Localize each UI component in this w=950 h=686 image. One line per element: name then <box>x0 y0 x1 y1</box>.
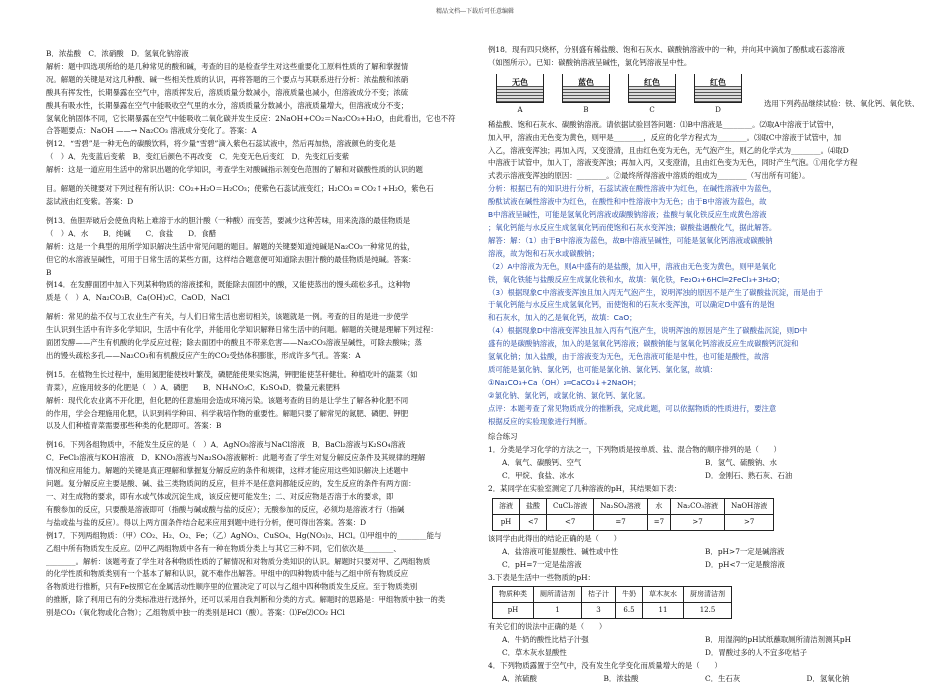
text-line: 面团发酵——产生有机酸的化学反应过程；除去面团中的酸且不带来危害——Na₂CO₃溶液呈碱性，可除去酸味；蒸 <box>46 338 422 348</box>
text-line: 解析：常见的盐不仅与工农业生产有关，与人们日常生活也密切相关，该题就是一例。考查的目的是进一步使学 <box>46 312 409 322</box>
table-cell: 1 <box>534 603 582 619</box>
text-line: 别是CO₂（氧化物或化合物）；乙组物质中独一的类别是HCl（酸）。答案：⑴Fe⑵CO₂ HCl <box>46 608 345 618</box>
practice-q1: 1．分类是学习化学的方法之一，下列物质是按单质、盐、混合物的顺序排列的是（ ） <box>488 445 781 455</box>
option: B．氢气、硫酸钠、水 <box>705 458 777 468</box>
practice-q2: 2．某同学在实验室测定了几种溶液的pH，其结果如下表： <box>488 484 682 494</box>
table-cell: 6.5 <box>616 603 643 619</box>
beaker-letter: D <box>715 105 721 114</box>
text-line: 加入甲，溶液由无色变为黄色，则甲是________，反应的化学方程式为________。⑶取C中溶液于试管中，加 <box>488 132 842 142</box>
analysis-line: 根据反应的实验现象进行判断。 <box>488 416 592 426</box>
analysis-line: （3）根据现象C中溶液变浑浊且加入丙无气泡产生，说明浑浊的原因不是产生了碳酸盐沉淀，而是由于 <box>488 287 824 297</box>
analysis-line: B中溶液呈碱性，可能是氢氧化钙溶液或碳酸钠溶液；盐酸与氧化铁反应生成黄色溶液 <box>488 210 767 220</box>
beaker <box>628 74 676 117</box>
text-line: 的作用，学会合理施用化肥，认识到科学种田、科学栽培作物的重要性。解题只要了解常见的氮肥、磷肥、钾肥 <box>46 408 409 418</box>
text-line: 况。解题的关键是对这几种酸、碱一些相关性质的认识，再将答题的三个要点与其联系进行分析：浓盐酸和浓硝 <box>46 74 409 84</box>
practice-q3-options <box>488 634 908 660</box>
table-cell: 11 <box>643 603 684 619</box>
text-line: 例16．下列各组物质中，不能发生反应的是（ ）A．AgNO₃溶液与NaCl溶液 B．BaCl₂溶液与K₂SO₄溶液 <box>46 440 406 450</box>
analysis-line: 解答：解：（1）由于B中溶液为蓝色，故B中溶液呈碱性，可能是氢氧化钙溶液或碳酸钠 <box>488 235 773 245</box>
text-line: 例12．“雪碧”是一种无色的碳酸饮料，将少量“雪碧”滴入紫色石蕊试液中，然后再加热，溶液颜色的变化是 <box>46 139 396 149</box>
example-18-intro <box>488 44 908 70</box>
table-row <box>493 514 774 530</box>
option: D．金刚石、熟石灰、石油 <box>705 471 793 481</box>
beaker-color-label: 蓝色 <box>578 77 594 87</box>
table-cell: 桔子汁 <box>582 587 616 603</box>
option: C．生石灰 <box>705 673 741 683</box>
right-column <box>488 44 920 686</box>
table-cell: 厨房清洁剂 <box>684 587 732 603</box>
text-line: 问题。复分解反应主要是酸、碱、盐三类物质间的反应，但并不是任意间都能反应的，发生反应的条件有两方面： <box>46 479 416 489</box>
table-cell: =7 <box>647 514 670 530</box>
analysis-line: 分析：根据已有的知识进行分析，石蕊试液在酸性溶液中为红色，在碱性溶液中为蓝色， <box>488 184 777 194</box>
text-line: 出的馒头疏松多孔——Na₂CO₃和有机酸反应产生的CO₂受热体积膨胀，形成许多气孔。答案：A <box>46 350 361 360</box>
option: C．pH=7一定是盐溶液 <box>502 559 582 569</box>
text-line: B <box>46 267 52 277</box>
option: C．甲烷、食盐、冰水 <box>502 471 575 481</box>
text-line: 解析：这是一个典型的用所学知识解决生活中常见问题的题目。解题的关键要知道纯碱是Na₂CO₃一种常见的盐， <box>46 241 415 251</box>
text-line: 有酸参加的反应，只要酸是溶液即可（指酸与碱或酸与盐的反应）；无酸参加的反应，必须均是溶液才行（指碱 <box>46 504 405 514</box>
table-cell: 3 <box>582 603 616 619</box>
analysis-line: ；氧化钙能与水反应生成氢氧化钙而使饱和石灰水变浑浊；碳酸盐遇酸化气，据此解答。 <box>488 222 777 232</box>
text-line: 以及人们种植青菜需要那些种类的化肥即可。答案：B <box>46 421 222 431</box>
page-header: 精品文档---下载后可任意编辑 <box>435 8 515 15</box>
text-line: 的化学性质和物质类别有一个基本了解和认识，就不难作出解答。甲组中的四种物质中能与乙组中所有物质反应 <box>46 569 409 579</box>
text-line: 稀盐酸、饱和石灰水、碳酸钠溶液。请依据试验回答问题：⑴B中溶液是________。⑵取A中溶液于试管中， <box>488 119 839 129</box>
text-line: 酸具有吸水性，长期暴露在空气中能吸收空气里的水分，溶质质量分数减小，溶液质量增大，但溶液成分不变； <box>46 100 409 110</box>
analysis-line: 于氧化钙能与水反应生成氢氧化钙，而使饱和的石灰水变浑浊，可以确定D中盛有的是饱 <box>488 300 775 310</box>
analysis-line: 和石灰水，加入的乙是氧化钙，故填：CaO； <box>488 313 637 323</box>
beaker <box>496 74 544 117</box>
text-line: 解析：题中四选项所给的是几种常见的酸和碱，考查的目的是检查学生对这些重要化工原料性质的了解和掌握情 <box>46 61 409 71</box>
text-line: 例13．鱼胆弄破后会使鱼肉粘上难溶于水的胆汁酸（一种酸）而变苦，要减少这种苦味，用来洗涤的最佳物质是 <box>46 215 411 225</box>
analysis-line: 盛有的是碳酸钠溶液，加入的是氢氧化钙溶液；碳酸钠能与氢氧化钙溶液反应生成碳酸钙沉淀和 <box>488 339 799 349</box>
table-cell: >7 <box>671 514 725 530</box>
text-line: 生认识到生活中有许多化学知识，生活中有化学，并能用化学知识解释日常生活中的问题。解题的关键是理解下列过程： <box>46 325 438 335</box>
analysis-line: （2）A中溶液为无色，则A中盛有的是盐酸，加入甲，溶液由无色变为黄色，则甲是氧化 <box>488 261 777 271</box>
analysis-line: 氢氧化钠；加入盐酸，由于溶液变为无色，无色溶液可能是中性，也可能是酸性，故溶 <box>488 352 769 362</box>
table-row <box>493 587 732 603</box>
analysis-line: 酚酞试液在碱性溶液中为红色，在酸性和中性溶液中为无色；由于B中溶液为蓝色，故 <box>488 197 767 207</box>
text-line: 质是（ ）A．Na₂CO₃B．Ca(OH)₂C．CaOD．NaCl <box>46 293 230 303</box>
table-row <box>493 603 732 619</box>
option: A．牛奶的酸性比桔子汁强 <box>502 635 589 645</box>
table-row <box>493 499 774 515</box>
text-line: 各物质进行推断，只有Fe按照它在金属活动性顺序里的位置决定了可以与乙组中四种物质发生反应。至于物质类别 <box>46 582 418 592</box>
analysis-line: ②氯化钠、氯化钙，或氯化钠、氯化钙、氯化氢。 <box>488 390 650 400</box>
text-line: 与盐或盐与盐的反应）。得以上两方面条件结合起来应用到题中进行分析，便可得出答案。答案：D <box>46 517 367 527</box>
table-cell: >7 <box>725 514 774 530</box>
beaker-letter: A <box>517 105 523 114</box>
beaker-vessel <box>694 74 742 103</box>
option: C．草木灰水显酸性 <box>502 648 567 658</box>
analysis-line: 溶液，故为饱和石灰水或碳酸钠； <box>488 248 599 258</box>
table-cell: 厕所清洁剂 <box>534 587 582 603</box>
option: A．浓硫酸 <box>502 673 537 683</box>
beaker <box>694 74 742 117</box>
practice-q3-stem: 有关它们的说法中正确的是（ ） <box>488 622 607 632</box>
practice-title: 综合练习 <box>488 432 518 442</box>
beaker-vessel <box>496 74 544 103</box>
beaker-figure <box>496 74 742 117</box>
table-cell: 水 <box>647 499 670 515</box>
text-line: 中溶液于试管中，加入丁，溶液变浑浊；再加入丙，又变澄清，且由红色变为无色，同时产生气泡。①用化学方程 <box>488 158 858 168</box>
option: B．用湿润的pH试纸蘸取厕所清洁剂测其pH <box>705 635 852 645</box>
text-line: 合答题要点：NaOH ——→ Na₂CO₃ 溶液成分变化了。答案：A <box>46 126 257 136</box>
table-cell: pH <box>493 603 534 619</box>
table-cell: 12.5 <box>684 603 732 619</box>
text-line: （ ）A．水 B．纯碱 C．食盐 D．食醋 <box>46 228 217 238</box>
analysis-line: ①Na₂CO₃+Ca（OH）₂═CaCO₃↓+2NaOH； <box>488 377 641 387</box>
text-line: 入乙，溶液变浑浊；再加入丙，又变澄清，且由红色变为无色，无气泡产生，则乙的化学式为________。⑷取D <box>488 145 849 155</box>
practice-section <box>488 431 908 685</box>
practice-q4: 4．下列物质露置于空气中，没有发生化学变化而质量增大的是（ ） <box>488 660 722 670</box>
analysis-line: 质可能是氯化钠、氯化钙，也可能是氯化钠、氯化钙、氯化氢，故填： <box>488 364 718 374</box>
option: D．pH<7一定是酸溶液 <box>705 559 785 569</box>
analysis-line: 点评：本题考查了常见物质成分的推断我，完成此题，可以依据物质的性质进行，要注意 <box>488 403 777 413</box>
beaker-color-label: 红色 <box>644 77 660 87</box>
text-line: （如图所示）。已知：碳酸钠溶液呈碱性，氯化钙溶液呈中性。 <box>488 57 692 67</box>
analysis-line: 铁，氧化铁能与盐酸反应生成氯化铁和水，故填：氧化铁，Fe₂O₃+6HCl═2FeCl₃+3H₂O； <box>488 274 785 284</box>
text-line: 目。解题的关键要对下列过程有所认识：CO₂+H₂O＝H₂CO₃；使紫色石蕊试液变红；H₂CO₃ ═ CO₂↑+H₂O，紫色石 <box>46 184 434 194</box>
table-cell: 溶液 <box>493 499 520 515</box>
table-cell: 草木灰水 <box>643 587 684 603</box>
text-line: 酸具有挥发性，长期暴露在空气中，溶质挥发后，溶质质量分数减小，溶液质量也减小，但溶液成分不变；浓硫 <box>46 87 409 97</box>
option: D．氢氧化钠 <box>806 673 850 683</box>
text-line: 蕊试液由红变紫。答案：D <box>46 196 134 206</box>
table-cell: <7 <box>547 514 594 530</box>
beaker-letter: B <box>583 105 589 114</box>
text-line: 但它的水溶液呈碱性，可用于日常生活的某些方面，这样结合题意便可知道除去胆汁酸的最佳物质是纯碱。答案： <box>46 254 416 264</box>
table-cell: Na₂CO₃溶液 <box>671 499 725 515</box>
text-line: 例15．在植物生长过程中，施用氮肥能使枝叶繁茂，磷肥能使果实饱满，钾肥能使茎秆健壮。种植吃叶的蔬菜（如 <box>46 369 418 379</box>
text-line: 解析：这是一道应用生活中的常识出题的化学知识，考查学生对酸碱指示剂变色范围的了解和对碳酸性质的认识的题 <box>46 165 423 175</box>
option: A．氧气、碳酸钙、空气 <box>502 458 582 468</box>
text-line: 例18．现有四只烧杯，分别盛有稀盐酸、饱和石灰水、碳酸钠溶液中的一种，并向其中滴加了酚酞或石蕊溶液 <box>488 45 845 54</box>
table-cell: =7 <box>594 514 647 530</box>
practice-q2-stem: 该同学由此得出的结论正确的是（ ） <box>488 533 622 543</box>
table-cell: Na₂SO₄溶液 <box>594 499 647 515</box>
option: B．pH>7一定是碱溶液 <box>705 546 785 556</box>
beaker-color-label: 无色 <box>512 77 528 87</box>
example-18-beside: 选用下列药品继续试验：铁、氧化钙、氧化铁、 <box>764 98 920 108</box>
beaker <box>562 74 610 117</box>
analysis-line: （4）根据现象D中溶液变浑浊且加入丙有气泡产生，说明浑浊的原因是产生了碳酸盐沉淀，则D中 <box>488 326 808 336</box>
text-line: 氢氧化钠固体不同，它长期暴露在空气中能吸收二氧化碳并发生反应：2NaOH+CO₂＝Na₂CO₃+H₂O，由此看出，它也不符 <box>46 113 456 123</box>
beaker-letter: C <box>649 105 655 114</box>
text-line: 式表示溶液变浑浊的原因：________。②最终所得溶液中溶质的组成为________（写出所有可能）。 <box>488 171 810 181</box>
table-cell: NaOH溶液 <box>725 499 774 515</box>
text-line: ________。解析：该题考查了学生对各种物质性质的了解情况和对物质分类知识的认识。解题时只要对甲、乙两组物质 <box>46 556 431 566</box>
left-column <box>46 48 471 620</box>
text-line: 乙组中所有物质发生反应。⑵甲乙两组物质中各有一种在物质分类上与其它三种不同，它们依次是________、 <box>46 543 401 553</box>
table-cell: 盐酸 <box>520 499 547 515</box>
example-18-analysis <box>488 183 908 428</box>
option: D．胃酸过多的人不宜多吃桔子 <box>705 648 808 658</box>
text-line: B．浓盐酸 C．浓硝酸 D．氢氧化钠溶液 <box>46 49 189 58</box>
table-cell: pH <box>493 514 520 530</box>
text-line: C．FeCl₃溶液与KOH溶液 D．KNO₃溶液与Na₂SO₄溶液解析：此题考查了学生对复分解反应条件及其规律的理解 <box>46 453 426 463</box>
text-line: 例14．在发酵面团中加入下列某种物质的溶液揉和，既能除去面团中的酸，又能使蒸出的馒头疏松多孔，这种物 <box>46 280 411 290</box>
text-line: 情况和应用能力。解题的关键是真正理解和掌握复分解反应的条件和规律，这样才能应用这些知识解决上述题中 <box>46 466 409 476</box>
text-line: 解析：现代化农业离不开化肥，但化肥的任意施用会造成环境污染。该题考查的目的是让学生了解各种化肥不同 <box>46 395 409 405</box>
text-line: 例17．下列两组物质：（甲）CO₂、H₂、O₂、Fe；（乙）AgNO₃、CuSO₄、Hg(NO₃)₂、HCl。⑴甲组中的________能与 <box>46 530 442 540</box>
text-line: （ ）A．先变蓝后变紫 B．变红后颜色不再改变 C．先变无色后变红 D．先变红后变紫 <box>46 152 350 162</box>
practice-q3: 3.下表是生活中一些物质的pH： <box>488 572 595 582</box>
ph-table-1 <box>492 498 774 531</box>
practice-q2-options <box>488 546 908 572</box>
ph-table-2 <box>492 586 732 619</box>
table-cell: <7 <box>520 514 547 530</box>
option: B．浓盐酸 <box>603 673 639 683</box>
table-cell: CuCl₂溶液 <box>547 499 594 515</box>
text-line: 一、对生成物的要求，即有水或气体或沉淀生成，该反应便可能发生；二、对反应物是否溶于水的要求，即 <box>46 492 394 501</box>
practice-q4-options <box>488 673 908 686</box>
table-cell: 牛奶 <box>616 587 643 603</box>
text-line: 青菜），应施用较多的化肥是（ ）A．磷肥 B．NH₄NO₃C．K₂SO₄D．微量元素肥料 <box>46 382 341 392</box>
beaker-vessel <box>562 74 610 103</box>
practice-q1-options <box>488 457 908 483</box>
example-18-questions <box>488 119 908 184</box>
beaker-color-label: 红色 <box>710 77 726 87</box>
table-cell: 物质种类 <box>493 587 534 603</box>
beaker-vessel <box>628 74 676 103</box>
option: A．盐溶液可能显酸性、碱性或中性 <box>502 546 619 556</box>
text-line: 的推断，除了利用已有的分类标准进行选择外，还可以采用自我判断和分类的方式。解题时的思路是：甲组物质中独一的类 <box>46 595 446 605</box>
